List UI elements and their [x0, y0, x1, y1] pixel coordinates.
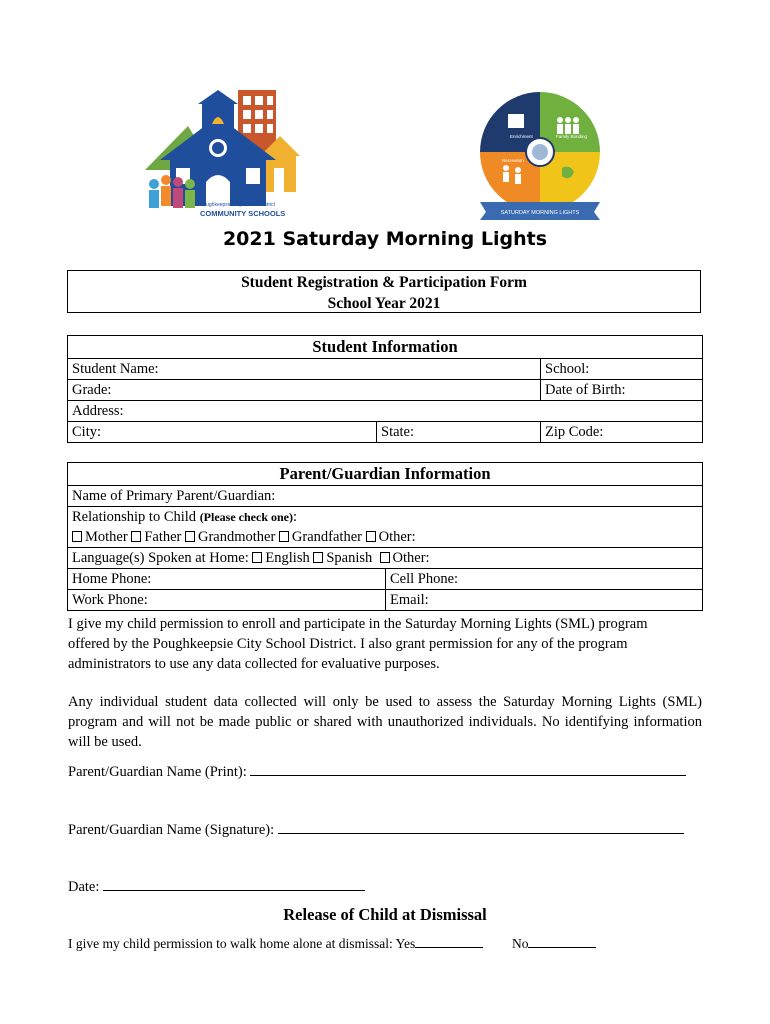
- grandfather-label: Grandfather: [291, 528, 362, 545]
- form-title-box: [67, 270, 701, 313]
- dob-field[interactable]: Date of Birth:: [541, 380, 703, 401]
- language-label: Language(s) Spoken at Home:: [72, 549, 249, 566]
- form-title-line1: Student Registration & Participation Form: [241, 274, 527, 291]
- state-field[interactable]: State:: [377, 422, 541, 443]
- release-yes-line[interactable]: [415, 933, 483, 948]
- home-phone-field[interactable]: Home Phone:: [68, 569, 386, 590]
- form-title-line2: School Year 2021: [327, 295, 441, 312]
- privacy-paragraph: Any individual student data collected will only be used to assess the Saturday Morning Lights (SML) program and will not be made public or shared with unauthorized individuals. No identifying information will be used.: [68, 694, 702, 750]
- grade-field[interactable]: Grade:: [68, 380, 541, 401]
- release-row: [68, 933, 596, 952]
- permission-line2: offered by the Poughkeepsie City School District. I also grant permission for any of the program: [68, 636, 628, 652]
- other-language-label: Other:: [392, 549, 430, 566]
- saturday-morning-lights-logo: [478, 90, 602, 220]
- work-phone-field[interactable]: Work Phone:: [68, 590, 386, 611]
- father-label: Father: [144, 528, 182, 545]
- logo-line1: Poughkeepsie City School District: [200, 202, 276, 208]
- release-heading: Release of Child at Dismissal: [283, 905, 487, 924]
- city-field[interactable]: City:: [68, 422, 377, 443]
- quadrant-recreation: Recreation: [502, 158, 524, 163]
- quadrant-enrichment: Enrichment: [510, 134, 533, 139]
- grandmother-checkbox[interactable]: [185, 531, 195, 542]
- grandmother-label: Grandmother: [197, 528, 276, 545]
- spanish-label: Spanish: [326, 549, 373, 566]
- student-name-field[interactable]: Student Name:: [68, 359, 541, 380]
- other-relationship-label: Other:: [378, 528, 416, 545]
- other-relationship-checkbox[interactable]: [366, 531, 376, 542]
- guardian-info-table: [67, 462, 703, 611]
- relationship-row: [68, 507, 703, 528]
- relationship-note: (Please check one): [199, 509, 293, 524]
- student-info-heading: Student Information: [68, 336, 703, 359]
- language-row: [68, 548, 703, 569]
- community-schools-logo: [140, 88, 305, 223]
- relationship-colon: :: [293, 508, 298, 525]
- mother-label: Mother: [85, 528, 128, 545]
- print-name-row: [68, 761, 686, 781]
- print-name-label: Parent/Guardian Name (Print):: [68, 764, 247, 780]
- release-no-line[interactable]: [528, 933, 596, 948]
- spanish-checkbox[interactable]: [313, 552, 323, 563]
- logo-ribbon-text: SATURDAY MORNING LIGHTS: [500, 210, 580, 216]
- signature-row: [68, 819, 684, 839]
- date-label: Date:: [68, 879, 100, 895]
- permission-line1: I give my child permission to enroll and participate in the Saturday Morning Lights (SML) program: [68, 616, 648, 632]
- release-no-label: No: [511, 936, 529, 951]
- student-info-table: [67, 335, 703, 443]
- date-row: [68, 876, 365, 896]
- relationship-options: [68, 527, 703, 548]
- english-label: English: [265, 549, 310, 566]
- permission-paragraph: [68, 614, 702, 674]
- mother-checkbox[interactable]: [72, 531, 82, 542]
- release-text: I give my child permission to walk home alone at dismissal: Yes: [68, 936, 416, 951]
- cell-phone-field[interactable]: Cell Phone:: [386, 569, 703, 590]
- quadrant-family-bonding: Family Bonding: [556, 134, 588, 139]
- date-line[interactable]: [103, 876, 365, 891]
- address-field[interactable]: Address:: [68, 401, 703, 422]
- relationship-label: Relationship to Child: [72, 508, 197, 525]
- logo-line2: COMMUNITY SCHOOLS: [200, 209, 286, 218]
- grandfather-checkbox[interactable]: [279, 531, 289, 542]
- school-field[interactable]: School:: [541, 359, 703, 380]
- zip-field[interactable]: Zip Code:: [541, 422, 703, 443]
- guardian-info-heading: Parent/Guardian Information: [68, 463, 703, 486]
- signature-label: Parent/Guardian Name (Signature):: [68, 822, 275, 838]
- father-checkbox[interactable]: [131, 531, 141, 542]
- english-checkbox[interactable]: [252, 552, 262, 563]
- signature-line[interactable]: [278, 819, 684, 834]
- permission-line3: administrators to use any data collected for evaluative purposes.: [68, 656, 440, 672]
- other-language-checkbox[interactable]: [380, 552, 390, 563]
- primary-guardian-field[interactable]: Name of Primary Parent/Guardian:: [68, 486, 703, 507]
- print-name-line[interactable]: [250, 761, 686, 776]
- email-field[interactable]: Email:: [386, 590, 703, 611]
- page-title: 2021 Saturday Morning Lights: [222, 228, 548, 250]
